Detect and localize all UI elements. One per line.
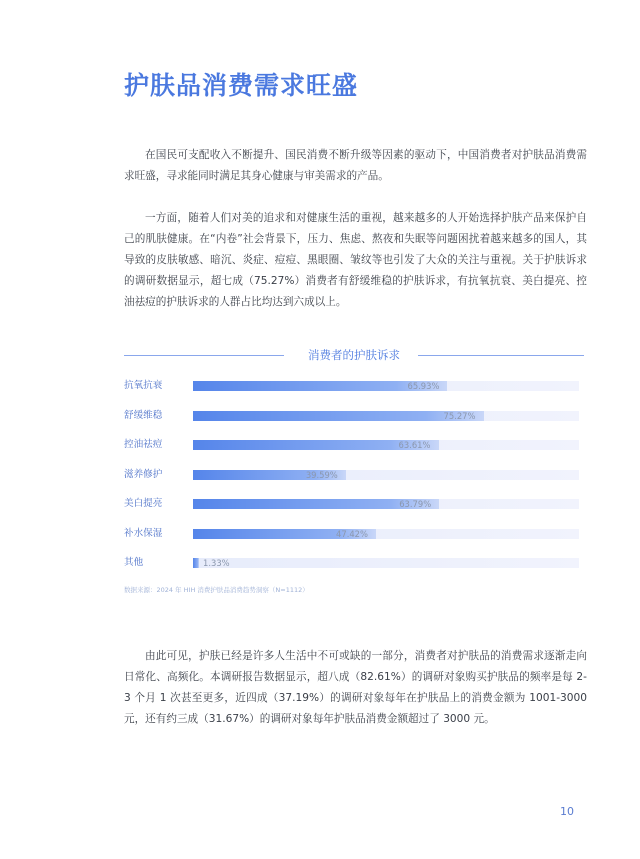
bar-label: 其他 [124,557,144,568]
bar-label: 抗氧抗衰 [124,380,163,391]
bar-track [193,529,579,539]
intro-paragraph: 在国民可支配收入不断提升、国民消费不断升级等因素的驱动下，中国消费者对护肤品消费需求旺盛，寻求能同时满足其身心健康与审美需求的产品。 [124,149,587,182]
body-paragraph: 一方面，随着人们对美的追求和对健康生活的重视，越来越多的人开始选择护肤产品来保护自己的肌肤健康。在“内卷”社会背景下，压力、焦虑、熬夜和失眠等问题困扰着越来越多的国人，其导致的皮肤敏感、暗沉、炎症、痘痘、黑眼圈、皱纹等也引发了大众的关注与重视。关于护肤诉求的调研数据显示，超七成（75.27%）消费者有舒缓维稳的护肤诉求，有抗氧抗衰、美白提亮、控油祛痘的护肤诉求的人群占比均达到六成以上。 [124,212,587,308]
bar-track [193,499,579,509]
bar-label: 滋养修护 [124,469,163,480]
bar-value-label: 47.42% [336,529,368,539]
bar-track [193,470,579,480]
chart-title: 消费者的护肤诉求 [308,348,400,362]
bar [193,558,199,568]
bar-label: 补水保湿 [124,528,163,539]
bar-value-label: 65.93% [407,381,440,391]
bar-label: 美白提亮 [124,498,163,509]
bar-label: 控油祛痘 [124,439,163,450]
bar-value-label: 1.33% [203,558,230,568]
bar-track [193,558,579,568]
bar-value-label: 75.27% [443,411,476,421]
bar-value-label: 63.61% [398,440,431,450]
page-title: 护肤品消费需求旺盛 [124,71,359,100]
bar-track [193,381,579,391]
chart-source: 数据来源：2024 年 HIH 消费护肤品消费趋势洞察（N=1112） [124,586,309,594]
bar-label: 舒缓维稳 [124,410,163,421]
page-number: 10 [560,805,574,818]
bar-value-label: 63.79% [399,499,432,509]
conclusion-paragraph: 由此可见，护肤已经是许多人生活中不可或缺的一部分，消费者对护肤品的消费需求逐渐走向日常化、高频化。本调研报告数据显示，超八成（82.61%）的调研对象购买护肤品的频率是每 2-3 个月 1 次甚至更多，近四成（37.19%）的调研对象每年在护肤品上的消费金额为 1001-3000 元，还有约三成（31.67%）的调研对象每年护肤品消费金额超过了 3000 元。 [124,650,587,725]
bar-track [193,411,579,421]
bar-value-label: 39.59% [305,470,338,480]
bar [193,411,484,421]
bar-track [193,440,579,450]
